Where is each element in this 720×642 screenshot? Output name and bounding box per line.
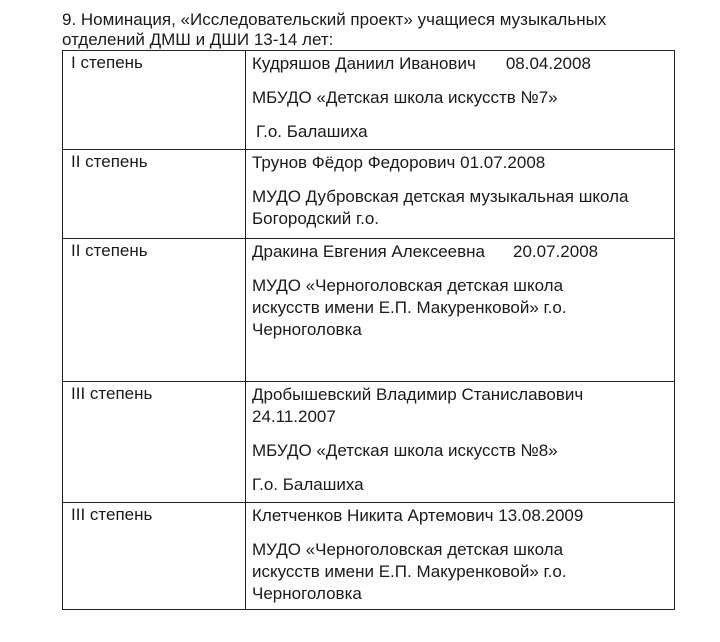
school-name: МУДО Дубровская детская музыкальная школа Богородский г.о. xyxy=(252,187,629,228)
participant-name-line xyxy=(252,152,674,174)
participant-name: Дракина Евгения Алексеевна xyxy=(252,242,486,261)
participant-name: Трунов Фёдор Федорович xyxy=(252,153,456,172)
participant-name-line xyxy=(252,53,674,75)
participant-cell xyxy=(246,382,675,503)
birth-date: 01.07.2008 xyxy=(460,153,546,172)
city-name: Г.о. Балашиха xyxy=(256,122,368,141)
birth-date: 13.08.2009 xyxy=(498,506,584,525)
participant-name: Кудряшов Даниил Иванович xyxy=(252,54,476,73)
school-name: МУДО «Черноголовская детская школа искусств имени Е.П. Макуренковой» г.о. Черноголовка xyxy=(252,276,567,339)
school-name: МБУДО «Детская школа искусств №7» xyxy=(252,88,558,107)
participant-cell xyxy=(246,150,675,239)
table-row xyxy=(63,150,675,239)
heading-line-2: отделений ДМШ и ДШИ 13-14 лет: xyxy=(62,30,334,49)
city-name: Г.о. Балашиха xyxy=(252,475,364,494)
school-name: МУДО «Черноголовская детская школа искусств имени Е.П. Макуренковой» г.о. Черноголовка xyxy=(252,540,567,603)
degree-cell: III степень xyxy=(63,503,246,610)
degree-cell: II степень xyxy=(63,150,246,239)
participant-name-line xyxy=(252,505,674,527)
participant-name: Клетченков Никита Артемович xyxy=(252,506,494,525)
participant-cell xyxy=(246,503,675,610)
birth-date: 08.04.2008 xyxy=(505,54,591,73)
table-row xyxy=(63,51,675,150)
degree-cell: II степень xyxy=(63,239,246,382)
table-row xyxy=(63,382,675,503)
birth-date: 20.07.2008 xyxy=(513,242,599,261)
participant-name-line xyxy=(252,241,674,263)
degree-cell: III степень xyxy=(63,382,246,503)
participant-cell xyxy=(246,239,675,382)
degree-cell: I степень xyxy=(63,51,246,150)
awards-table xyxy=(62,50,675,610)
participant-cell xyxy=(246,51,675,150)
section-heading xyxy=(62,10,702,50)
table-row xyxy=(63,239,675,382)
heading-line-1: 9. Номинация, «Исследовательский проект» учащиеся музыкальных xyxy=(62,10,607,29)
birth-date: 24.11.2007 xyxy=(252,407,336,426)
school-name: МБУДО «Детская школа искусств №8» xyxy=(252,441,558,460)
participant-name-line xyxy=(252,384,674,406)
participant-name: Дробышевский Владимир Станиславович xyxy=(252,385,584,404)
table-row xyxy=(63,503,675,610)
